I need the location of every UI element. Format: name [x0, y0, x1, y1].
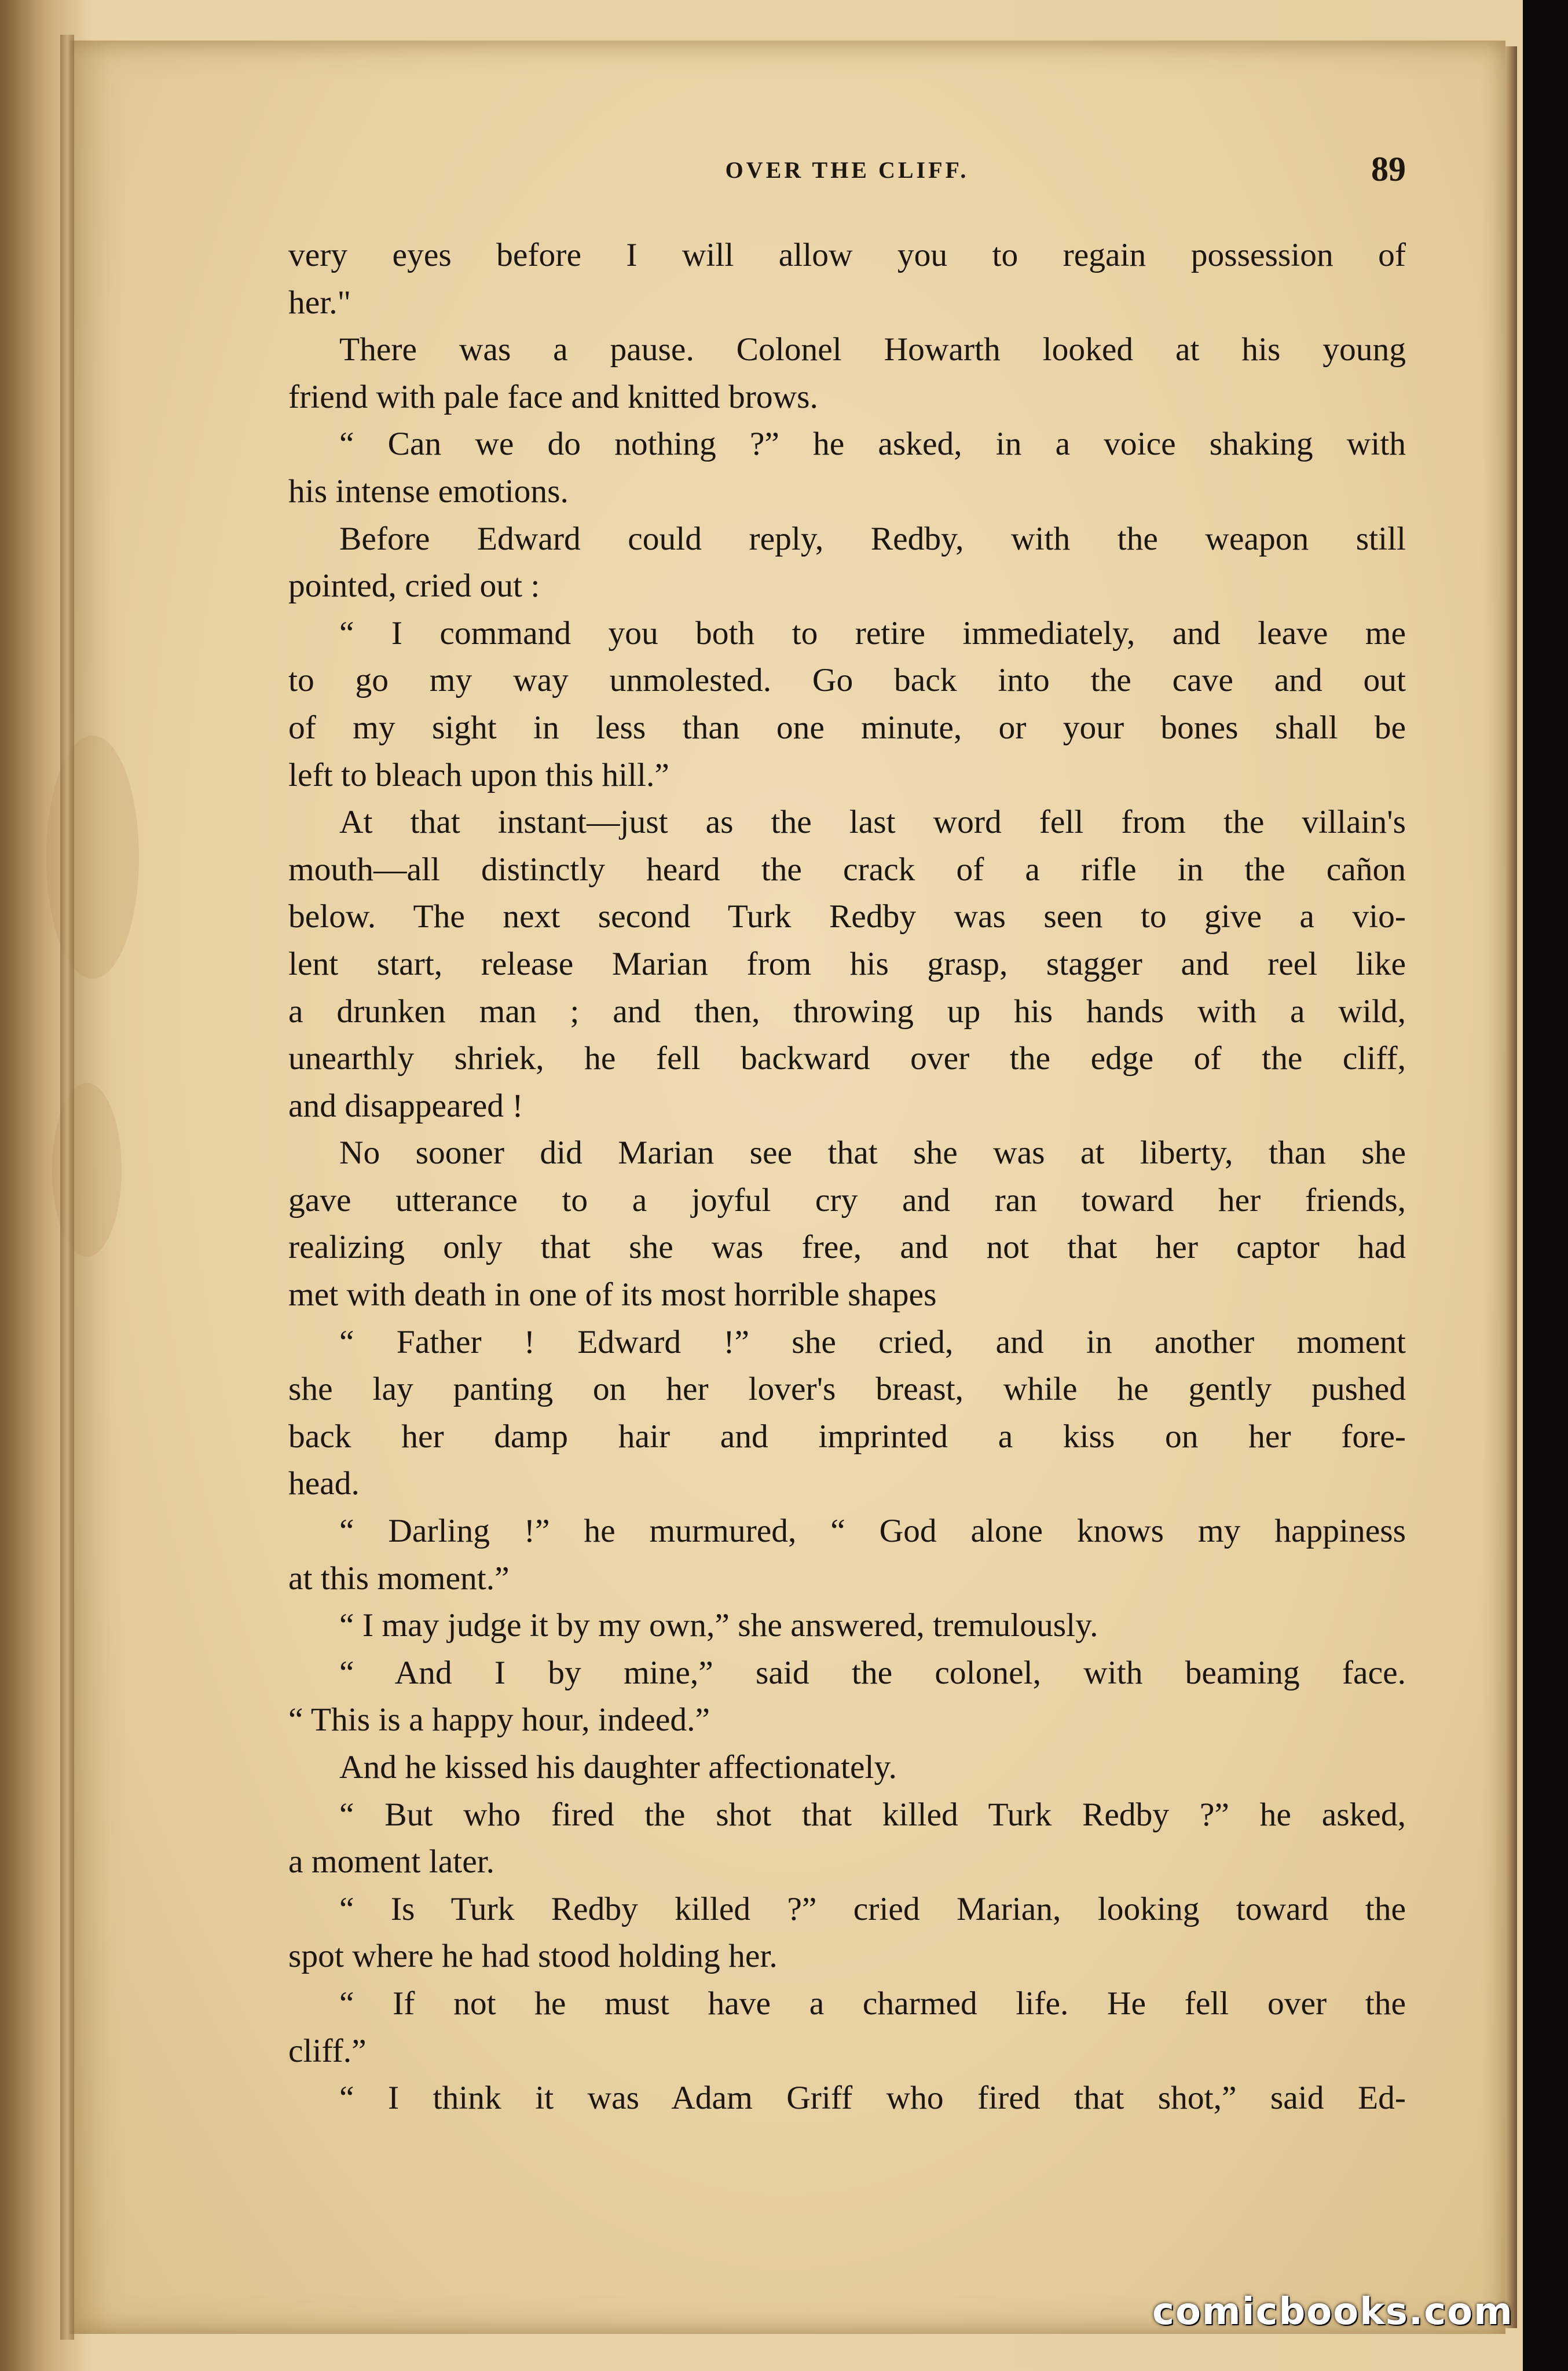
text-line: There was a pause. Colonel Howarth looked at his young	[339, 331, 1406, 368]
text-line: cliff.”	[288, 2032, 367, 2069]
text-line: and disappeared !	[288, 1087, 523, 1124]
text-line: “ Can we do nothing ?” he asked, in a voice shaking with	[339, 426, 1406, 463]
text-line: lent start, release Marian from his grasp, stagger and reel like	[288, 945, 1406, 982]
running-head: OVER THE CLIFF.	[725, 157, 969, 183]
text-line: mouth—all distinctly heard the crack of a rifle in the cañon	[288, 851, 1406, 888]
watermark: comicbooks.com	[1152, 2290, 1514, 2333]
text-line: “ Darling !” he murmured, “ God alone knows my happiness	[339, 1513, 1406, 1550]
text-line: a drunken man ; and then, throwing up his hands with a wild,	[288, 993, 1406, 1030]
text-line: And he kissed his daughter affectionately.	[339, 1749, 897, 1785]
text-line: Before Edward could reply, Redby, with the weapon still	[339, 520, 1406, 557]
text-line: very eyes before I will allow you to regain possession of	[288, 237, 1406, 273]
text-line: No sooner did Marian see that she was at liberty, than she	[339, 1135, 1406, 1172]
text-line: head.	[288, 1465, 360, 1502]
text-line: met with death in one of its most horrible shapes	[288, 1276, 937, 1313]
text-line: “ But who fired the shot that killed Turk Redby ?” he asked,	[339, 1796, 1406, 1833]
text-line: friend with pale face and knitted brows.	[288, 378, 818, 415]
text-line: “ If not he must have a charmed life. He fell over the	[339, 1985, 1406, 2022]
text-line: left to bleach upon this hill.”	[288, 756, 669, 793]
text-line: to go my way unmolested. Go back into the cave and out	[288, 662, 1406, 699]
body-text	[288, 232, 1406, 2122]
text-line: unearthly shriek, he fell backward over the edge of the cliff,	[288, 1040, 1406, 1077]
page-number: 89	[1371, 150, 1406, 188]
text-line: “ Father ! Edward !” she cried, and in another moment	[339, 1323, 1406, 1360]
text-line: pointed, cried out :	[288, 568, 540, 605]
text-line: “ Is Turk Redby killed ?” cried Marian, looking toward the	[339, 1890, 1406, 1927]
text-line: “ And I by mine,” said the colonel, with beaming face.	[339, 1654, 1406, 1691]
text-line: “ This is a happy hour, indeed.”	[288, 1702, 710, 1739]
text-line: his intense emotions.	[288, 473, 569, 510]
text-line: below. The next second Turk Redby was seen to give a vio-	[288, 898, 1406, 935]
book-gutter	[60, 35, 74, 2340]
text-line: “ I think it was Adam Griff who fired that shot,” said Ed-	[339, 2080, 1406, 2117]
text-line: “ I may judge it by my own,” she answered, tremulously.	[339, 1607, 1098, 1644]
text-line: spot where he had stood holding her.	[288, 1938, 778, 1975]
text-line: gave utterance to a joyful cry and ran toward her friends,	[288, 1181, 1406, 1219]
text-line: a moment later.	[288, 1843, 495, 1880]
text-line: at this moment.”	[288, 1560, 510, 1597]
text-line: of my sight in less than one minute, or your bones shall be	[288, 709, 1406, 746]
text-line: “ I command you both to retire immediately, and leave me	[339, 614, 1406, 652]
text-line: realizing only that she was free, and not that her captor had	[288, 1229, 1406, 1266]
text-line: back her damp hair and imprinted a kiss on her fore-	[288, 1418, 1406, 1455]
page-edge	[1505, 46, 1517, 2328]
text-line: she lay panting on her lover's breast, while he gently pushed	[288, 1371, 1406, 1408]
page-header	[288, 149, 1406, 196]
text-line: her."	[288, 284, 351, 321]
text-line: At that instant—just as the last word fell from the villain's	[339, 804, 1406, 841]
